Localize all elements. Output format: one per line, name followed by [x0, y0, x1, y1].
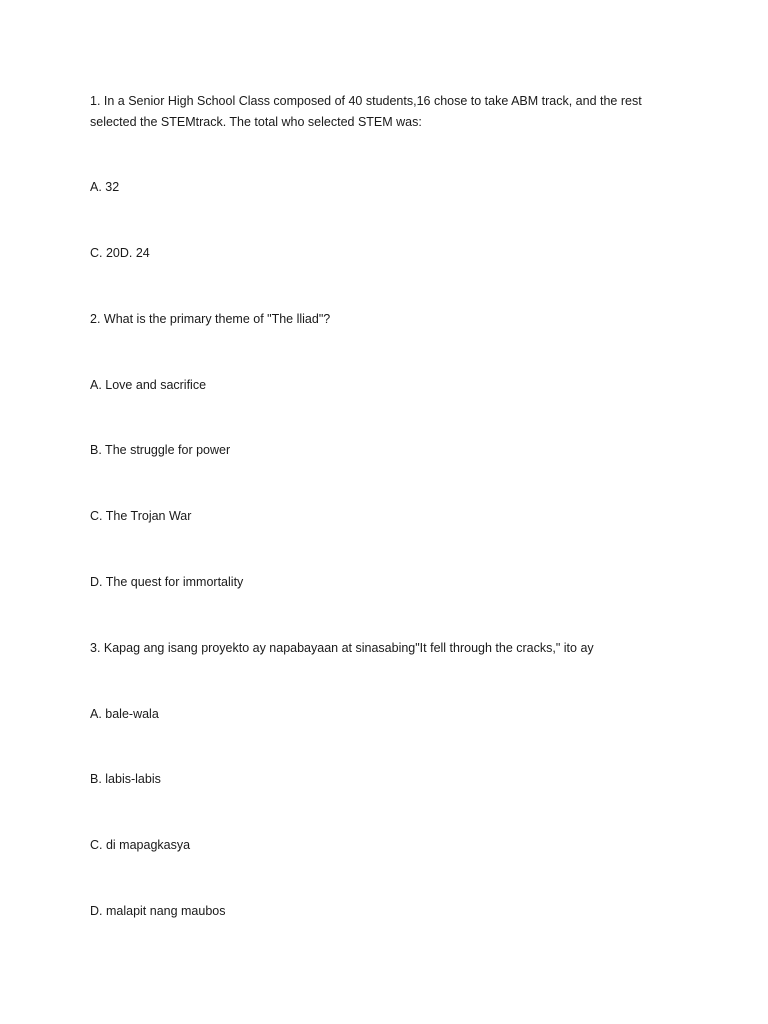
question-3-option-a: A. bale-wala [90, 707, 159, 721]
question-1-option-c-d: C. 20D. 24 [90, 246, 150, 260]
question-2-option-d: D. The quest for immortality [90, 575, 244, 589]
question-3-option-b: B. labis-labis [90, 772, 161, 786]
question-2-option-a: A. Love and sacrifice [90, 378, 207, 392]
question-3-option-c: C. di mapagkasya [90, 838, 191, 852]
question-2-option-b: B. The struggle for power [90, 443, 231, 457]
question-2-text: 2. What is the primary theme of "The lliad"? [90, 312, 331, 326]
question-1-text: 1. In a Senior High School Class composed of 40 students,16 chose to take ABM track, and the rest selected the STEMtrack. The total who selected STEM was: [90, 94, 642, 129]
question-3-text: 3. Kapag ang isang proyekto ay napabayaan at sinasabing"It fell through the cracks," ito ay [90, 641, 594, 655]
question-3-option-d: D. malapit nang maubos [90, 904, 226, 918]
question-1-option-a: A. 32 [90, 180, 120, 194]
question-2-option-c: C. The Trojan War [90, 509, 192, 523]
